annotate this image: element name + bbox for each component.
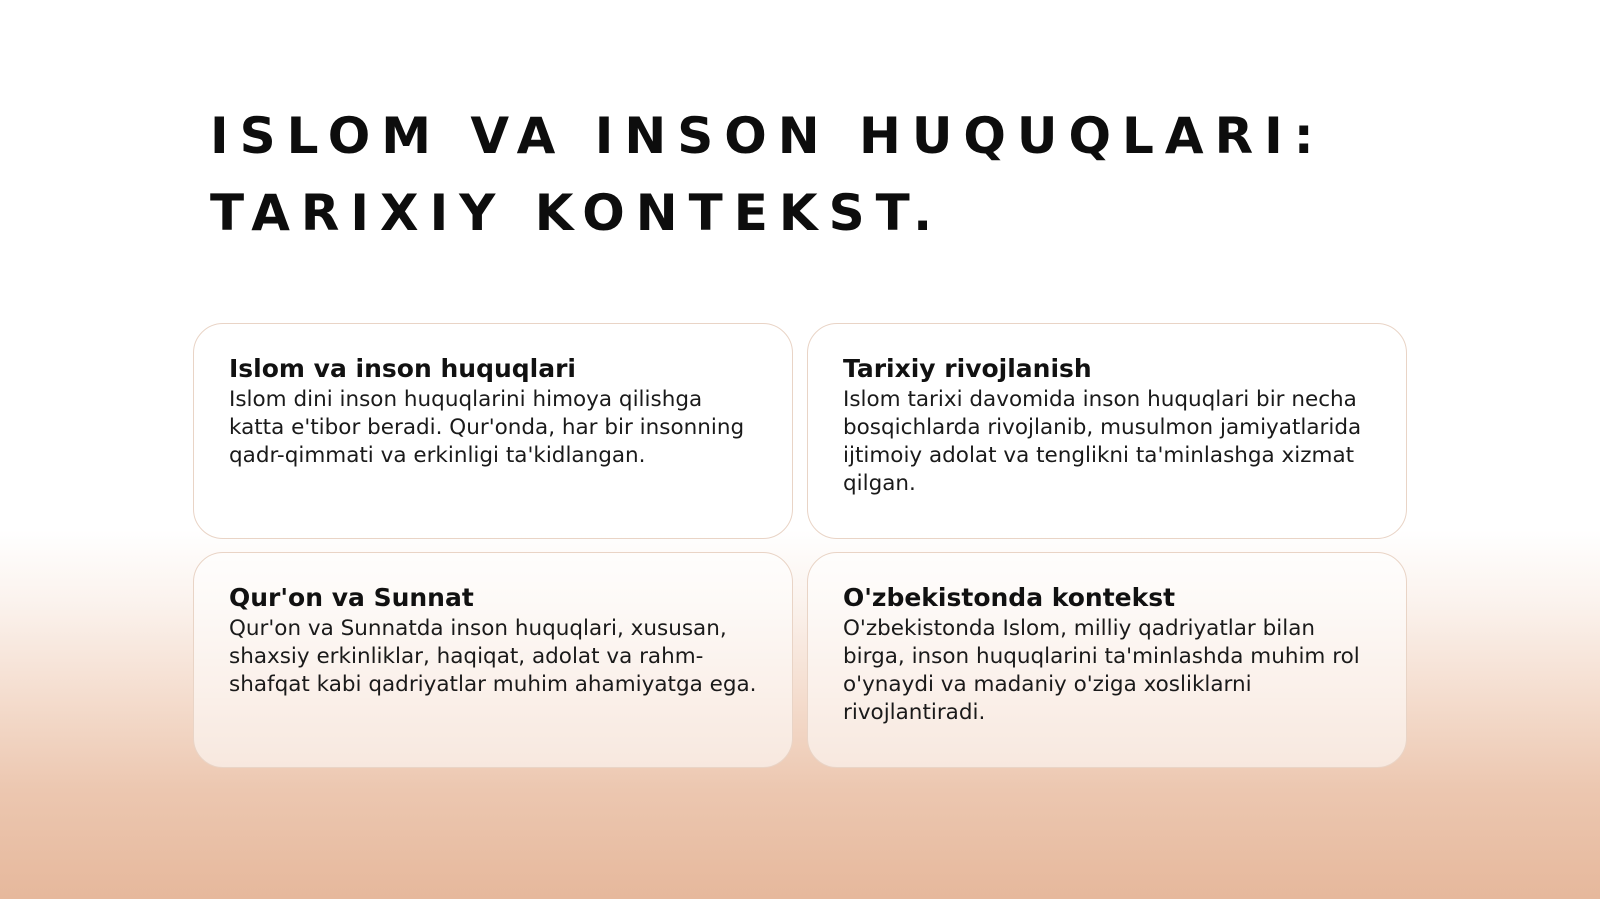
card-text: Islom dini inson huquqlarini himoya qilishga katta e'tibor beradi. Qur'onda, har bir insonning qadr-qimmati va erkinligi ta'kidlangan. bbox=[229, 387, 745, 468]
card-title: O'zbekistonda kontekst bbox=[843, 583, 1176, 612]
slide-title bbox=[210, 98, 1390, 252]
card-islom-va-inson-huquqlari bbox=[193, 323, 793, 539]
card-text: Qur'on va Sunnatda inson huquqlari, xususan, shaxsiy erkinliklar, haqiqat, adolat va rahm-shafqat kabi qadriyatlar muhim ahamiyatga ega. bbox=[229, 616, 757, 697]
card-title: Tarixiy rivojlanish bbox=[843, 354, 1092, 383]
card-title: Islom va inson huquqlari bbox=[229, 354, 576, 383]
slide-title-line-1: ISLOM VA INSON HUQUQLARI: bbox=[210, 107, 1325, 165]
card-text: Islom tarixi davomida inson huquqlari bir necha bosqichlarda rivojlanib, musulmon jamiyatlarida ijtimoiy adolat va tenglikni ta'minlashga xizmat qilgan. bbox=[843, 387, 1362, 496]
slide-title-line-2: TARIXIY KONTEKST. bbox=[210, 184, 944, 242]
card-quron-va-sunnat bbox=[193, 552, 793, 768]
card-text: O'zbekistonda Islom, milliy qadriyatlar bilan birga, inson huquqlarini ta'minlashda muhim rol o'ynaydi va madaniy o'ziga xosliklarni rivojlantiradi. bbox=[843, 616, 1360, 725]
card-tarixiy-rivojlanish bbox=[807, 323, 1407, 539]
card-title: Qur'on va Sunnat bbox=[229, 583, 474, 612]
card-ozbekistonda-kontekst bbox=[807, 552, 1407, 768]
card-grid bbox=[193, 323, 1407, 768]
